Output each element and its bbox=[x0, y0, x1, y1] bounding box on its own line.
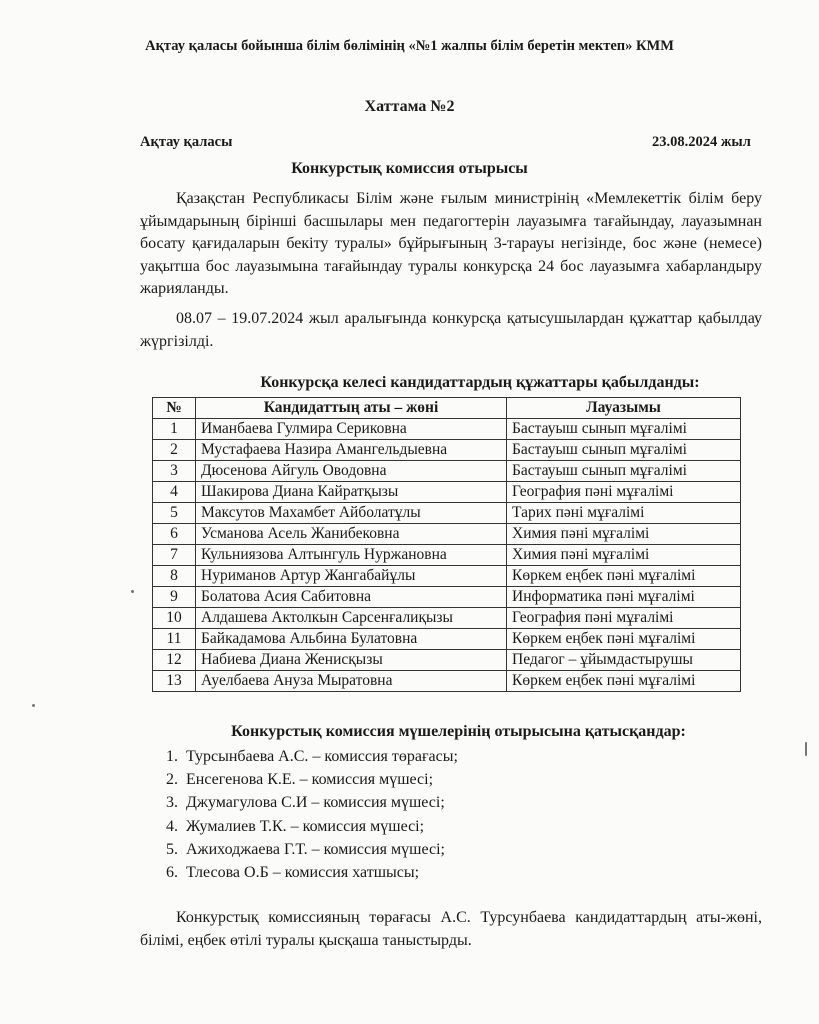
scan-speck bbox=[805, 742, 807, 756]
members-list bbox=[166, 745, 458, 884]
candidate-name: Байкадамова Альбина Булатовна bbox=[196, 629, 507, 650]
closing-paragraph: Конкурстық комиссияның төрағасы А.С. Турсунбаева кандидаттардың аты-жөні, білімі, еңбек өтілі туралы қысқаша таныстырды. bbox=[140, 909, 762, 949]
row-number: 2 bbox=[153, 440, 196, 461]
member-text: Жумалиев Т.К. – комиссия мүшесі; bbox=[186, 817, 425, 835]
member-number: 1. bbox=[166, 748, 178, 765]
candidate-name: Болатова Асия Сабитовна bbox=[196, 587, 507, 608]
candidate-name: Алдашева Актолкын Сарсенғалиқызы bbox=[196, 608, 507, 629]
row-number: 10 bbox=[153, 608, 196, 629]
member-item bbox=[166, 745, 458, 768]
paragraph-intro: Қазақстан Республикасы Білім және ғылым министрінің «Мемлекеттік білім беру ұйымдарының бірінші басшылары мен педагогтерін лауазымға тағайындау, лауазымнан босату қағидаларын бекіту туралы» бұйрығының 3-тарауы негізінде, бос және (немесе) уақытша бос лауазымына тағайындау туралы конкурсқа 24 бос лауазымға хабарландыру жарияланды. bbox=[140, 190, 762, 297]
row-number: 8 bbox=[153, 566, 196, 587]
row-number: 13 bbox=[153, 671, 196, 692]
header-number: № bbox=[153, 398, 196, 419]
candidate-name: Набиева Диана Женисқызы bbox=[196, 650, 507, 671]
member-item bbox=[166, 838, 458, 861]
candidate-position: Химия пәні мұғалімі bbox=[507, 524, 741, 545]
paragraph-documents: 08.07 – 19.07.2024 жыл аралығында конкурсқа қатысушылардан құжаттар қабылдау жүргізілді. bbox=[140, 310, 762, 350]
scan-speck bbox=[131, 590, 134, 593]
row-number: 12 bbox=[153, 650, 196, 671]
candidate-name: Усманова Асель Жанибековна bbox=[196, 524, 507, 545]
table-row bbox=[153, 461, 741, 482]
members-title: Конкурстық комиссия мүшелерінің отырысына қатысқандар: bbox=[231, 723, 686, 740]
row-number: 1 bbox=[153, 419, 196, 440]
table-row bbox=[153, 545, 741, 566]
row-number: 4 bbox=[153, 482, 196, 503]
row-number: 6 bbox=[153, 524, 196, 545]
table-row bbox=[153, 608, 741, 629]
candidate-name: Дюсенова Айгуль Оводовна bbox=[196, 461, 507, 482]
member-text: Турсынбаева А.С. – комиссия төрағасы; bbox=[186, 748, 458, 765]
row-number: 3 bbox=[153, 461, 196, 482]
table-row bbox=[153, 629, 741, 650]
candidate-name: Максутов Махамбет Айболатұлы bbox=[196, 503, 507, 524]
candidate-position: Тарих пәні мұғалімі bbox=[507, 503, 741, 524]
candidate-position: Информатика пәні мұғалімі bbox=[507, 587, 741, 608]
member-text: Енсегенова К.Е. – комиссия мүшесі; bbox=[186, 771, 434, 789]
table-row bbox=[153, 566, 741, 587]
meeting-subtitle: Конкурстық комиссия отырысы bbox=[291, 160, 528, 177]
member-item bbox=[166, 791, 458, 814]
row-number: 11 bbox=[153, 629, 196, 650]
table-row bbox=[153, 524, 741, 545]
table-header-row bbox=[153, 398, 741, 419]
candidate-name: Ауелбаева Ануза Мыратовна bbox=[196, 671, 507, 692]
member-number: 6. bbox=[166, 864, 178, 882]
candidate-name: Нуриманов Артур Жангабайұлы bbox=[196, 566, 507, 587]
candidate-position: Көркем еңбек пәні мұғалімі bbox=[507, 671, 741, 692]
member-text: Джумагулова С.И – комиссия мүшесі; bbox=[186, 794, 445, 812]
protocol-title: Хаттама №2 bbox=[364, 98, 455, 115]
candidate-name: Иманбаева Гулмира Сериковна bbox=[196, 419, 507, 440]
candidate-position: География пәні мұғалімі bbox=[507, 608, 741, 629]
candidates-table bbox=[152, 397, 741, 692]
candidate-name: Кульниязова Алтынгуль Нуржановна bbox=[196, 545, 507, 566]
city-label: Ақтау қаласы bbox=[140, 134, 233, 150]
candidate-position: Бастауыш сынып мұғалімі bbox=[507, 419, 741, 440]
member-item bbox=[166, 815, 458, 838]
member-number: 5. bbox=[166, 840, 178, 858]
document-header: Ақтау қаласы бойынша білім бөлімінің «№1 жалпы білім беретін мектеп» КММ bbox=[145, 38, 674, 54]
candidate-position: Бастауыш сынып мұғалімі bbox=[507, 461, 741, 482]
candidate-position: Көркем еңбек пәні мұғалімі bbox=[507, 629, 741, 650]
member-number: 3. bbox=[166, 794, 178, 812]
row-number: 5 bbox=[153, 503, 196, 524]
table-caption: Конкурсқа келесі кандидаттардың құжаттары қабылданды: bbox=[260, 374, 700, 391]
table-row bbox=[153, 440, 741, 461]
member-text: Тлесова О.Б – комиссия хатшысы; bbox=[186, 864, 420, 882]
table-row bbox=[153, 650, 741, 671]
candidate-position: Көркем еңбек пәні мұғалімі bbox=[507, 566, 741, 587]
table-row bbox=[153, 671, 741, 692]
table-row bbox=[153, 503, 741, 524]
table-row bbox=[153, 482, 741, 503]
candidate-position: География пәні мұғалімі bbox=[507, 482, 741, 503]
candidate-position: Педагог – ұйымдастырушы bbox=[507, 650, 741, 671]
candidate-position: Бастауыш сынып мұғалімі bbox=[507, 440, 741, 461]
member-number: 2. bbox=[166, 771, 178, 789]
candidates-table-body bbox=[153, 419, 741, 692]
member-number: 4. bbox=[166, 817, 178, 835]
table-row bbox=[153, 419, 741, 440]
candidate-position: Химия пәні мұғалімі bbox=[507, 545, 741, 566]
header-position: Лауазымы bbox=[507, 398, 741, 419]
header-name: Кандидаттың аты – жөні bbox=[196, 398, 507, 419]
row-number: 9 bbox=[153, 587, 196, 608]
member-item bbox=[166, 768, 458, 791]
date-label: 23.08.2024 жыл bbox=[652, 134, 751, 150]
row-number: 7 bbox=[153, 545, 196, 566]
candidate-name: Мустафаева Назира Амангельдыевна bbox=[196, 440, 507, 461]
scan-speck bbox=[32, 704, 35, 707]
member-text: Ажиходжаева Г.Т. – комиссия мүшесі; bbox=[186, 840, 445, 858]
table-row bbox=[153, 587, 741, 608]
candidate-name: Шакирова Диана Кайратқызы bbox=[196, 482, 507, 503]
member-item bbox=[166, 861, 458, 884]
